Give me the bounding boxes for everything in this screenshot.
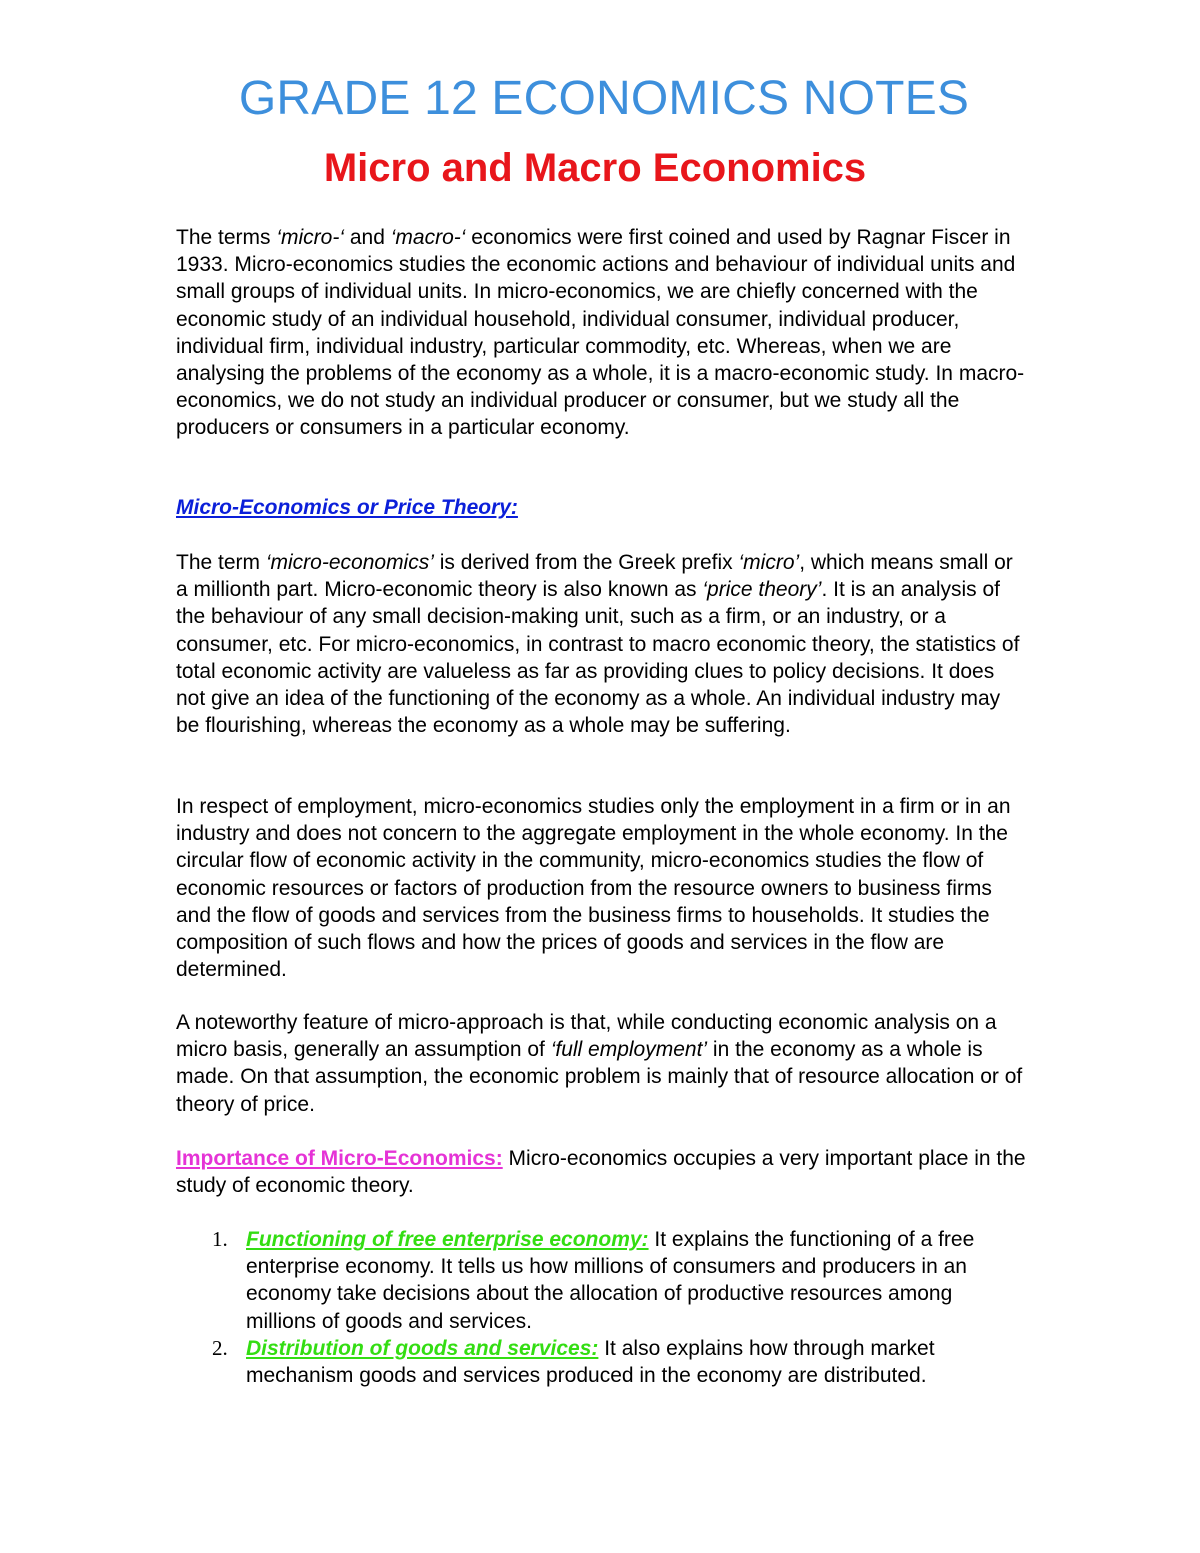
intro-paragraph [176,224,1028,442]
intro-text-2: and [344,226,391,249]
importance-text: Micro-economics occupies a very important place in the study of economic theory. [176,1147,1026,1198]
micro-economics-paragraph-2: In respect of employment, micro-economics studies only the employment in a firm or in an industry and does not concern to the aggregate employment in the whole economy. In the circular flow of economic activity in the community, micro-economics studies the flow of economic resources or factors of production from the resource owners to business firms and the flow of goods and services from the business firms to households. It studies the composition of such flows and how the prices of goods and services in the flow are determined. [176,795,1011,982]
p2-text-3: , which means small or a millionth part. Micro-economic theory is also known as [176,551,1013,602]
list-item-text: It explains the functioning of a free enterprise economy. It tells us how millions of consumers and producers in an economy take decisions about the allocation of productive resources among millions of goods and services. [246,1228,975,1333]
document-subtitle: Micro and Macro Economics [323,146,867,190]
list-item [176,1226,1028,1335]
p2-text-2: is derived from the Greek prefix [433,551,739,574]
p2-term-price-theory: ‘price theory’ [702,578,822,602]
micro-economics-heading-text: Micro-Economics or Price Theory: [176,496,518,519]
intro-term-micro: ‘micro-‘ [276,226,345,249]
list-item-text: It also explains how through market mechanism goods and services produced in the economy are distributed. [246,1336,935,1388]
p4-term-full-employment: ‘full employment’ [550,1038,708,1062]
list-item-heading: Functioning of free enterprise economy: [246,1228,649,1251]
p2-text-1: The term [176,551,266,574]
p4-text-2: in the economy as a whole is made. On that assumption, the economic problem is mainly that of resource allocation or of theory of price. [176,1038,1023,1116]
section-heading-micro-economics [176,494,1028,521]
document-title: GRADE 12 ECONOMICS NOTES [238,72,970,125]
importance-heading: Importance of Micro-Economics: [176,1147,503,1170]
list-number: 1. [212,1227,228,1251]
p2-text-4: . It is an analysis of the behaviour of any small decision-making unit, such as a firm, or an industry, or a consumer, etc. For micro-economics, in contrast to macro economic theory, the statistics of total economic activity are valueless as far as providing clues to policy decisions. It does not give an idea of the functioning of the economy as a whole. An individual industry may be flourishing, whereas the economy as a whole may be suffering. [176,578,1020,738]
importance-paragraph [176,1145,1028,1199]
p2-term-micro: ‘micro’ [738,551,800,574]
intro-text-3: economics were first coined and used by Ragnar Fiscer in 1933. Micro-economics studies the economic actions and behaviour of individual units and small groups of individual units. In micro-economics, we are chiefly concerned with the economic study of an individual household, individual consumer, individual producer, individual firm, individual industry, particular commodity, etc. Whereas, when we are analysing the problems of the economy as a whole, it is a macro-economic study. In macro-economics, we do not study an individual producer or consumer, but we study all the producers or consumers in a particular economy. [176,226,1025,440]
micro-economics-paragraph-3 [176,1009,1028,1118]
importance-list [176,1226,1028,1389]
list-number: 2. [212,1335,228,1360]
micro-economics-paragraph-1 [176,549,1028,739]
intro-term-macro: ‘macro-‘ [390,226,466,249]
p2-term-micro-economics: ‘micro-economics’ [265,551,434,574]
list-item [176,1335,1028,1389]
p4-text-1: A noteworthy feature of micro-approach is that, while conducting economic analysis on a micro basis, generally an assumption of [176,1011,997,1062]
intro-text-1: The terms [176,226,277,249]
list-item-heading: Distribution of goods and services: [246,1336,599,1360]
